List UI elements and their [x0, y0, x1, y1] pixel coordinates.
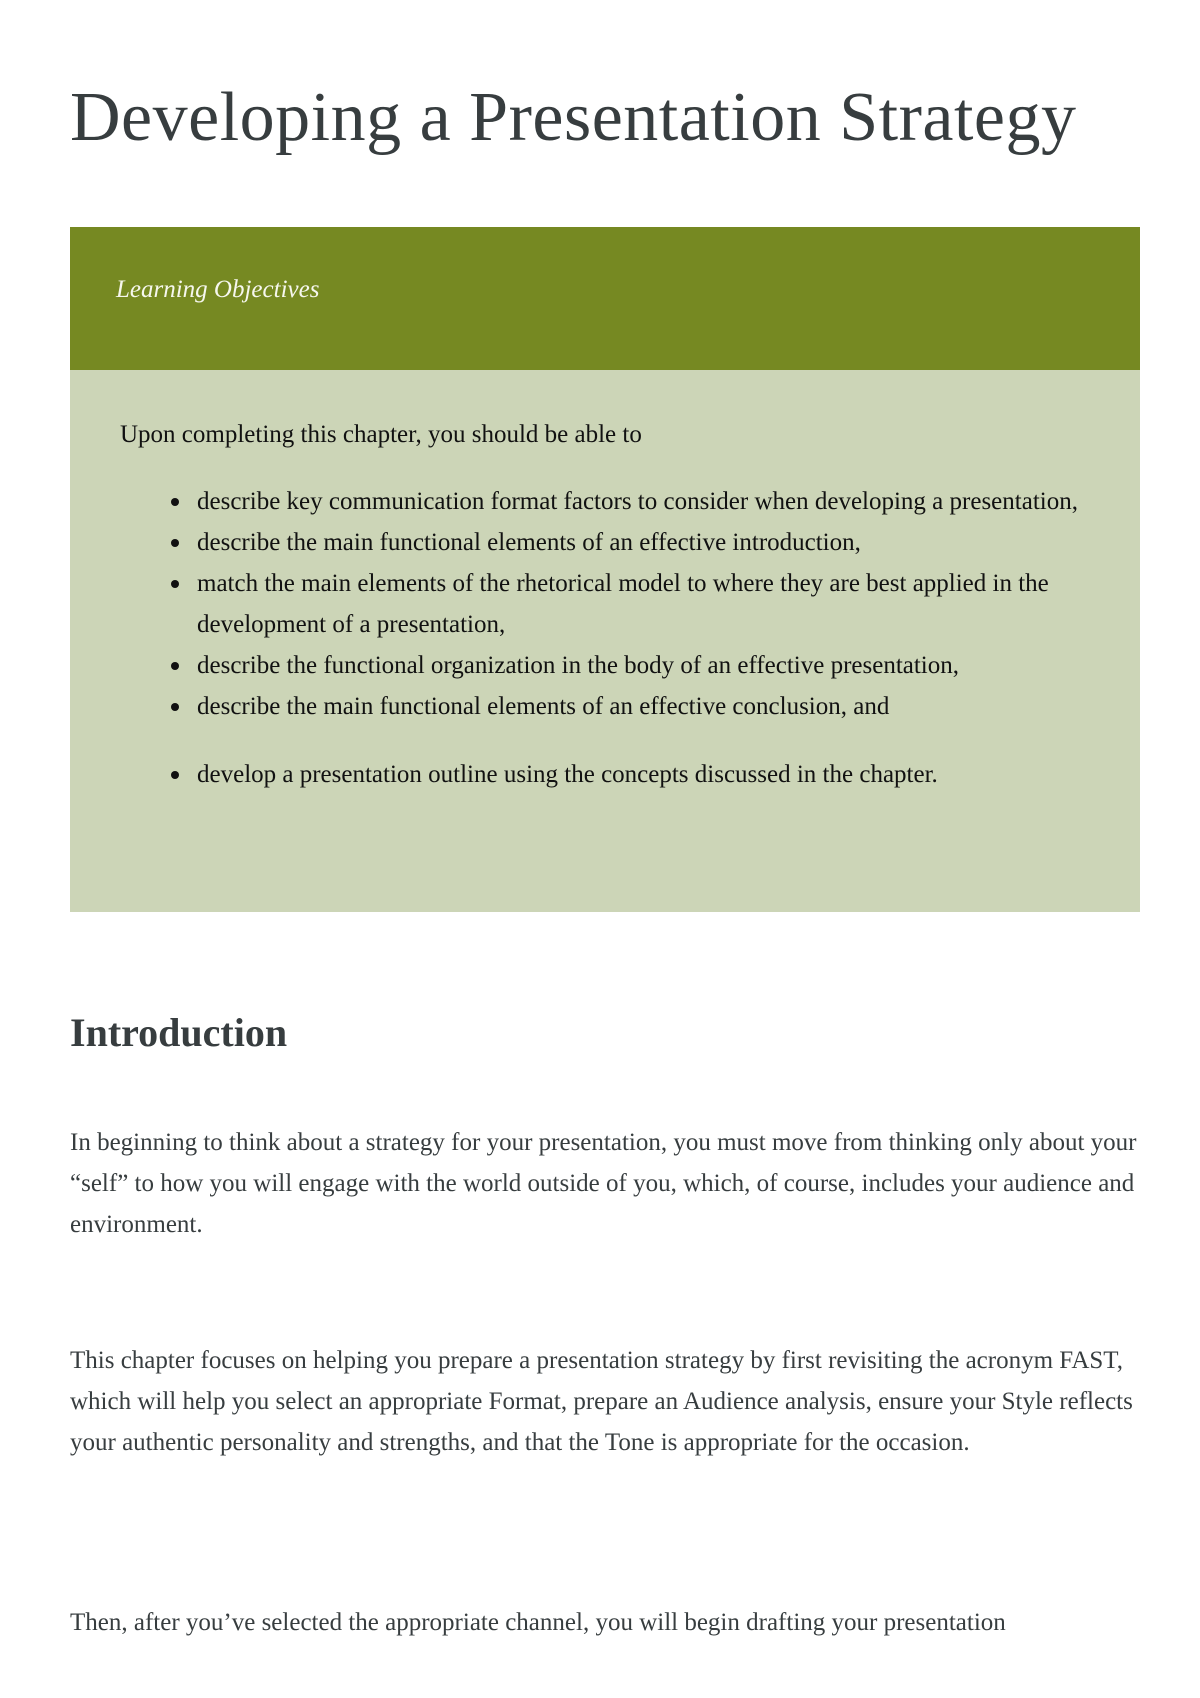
paragraph: Then, after you’ve selected the appropriate channel, you will begin drafting your presentation [70, 1609, 1006, 1636]
bullet-icon [171, 539, 179, 547]
learning-objectives-header [70, 227, 1140, 370]
objective-text: match the main elements of the rhetorical model to where they are best applied in the development of a presentation, [197, 570, 1049, 638]
objective-text: describe key communication format factors to consider when developing a presentation, [197, 488, 1078, 515]
chapter-page [70, 0, 1140, 1636]
list-item [197, 754, 1140, 795]
list-item [197, 522, 1140, 563]
bullet-icon [171, 771, 179, 779]
list-item [197, 563, 1140, 645]
objective-text: describe the main functional elements of an effective introduction, [197, 529, 861, 556]
list-item [197, 481, 1140, 522]
objective-text: develop a presentation outline using the concepts discussed in the chapter. [197, 761, 938, 788]
bullet-icon [171, 703, 179, 711]
learning-objectives-intro: Upon completing this chapter, you should be able to [120, 421, 642, 448]
learning-objectives-list [120, 481, 1140, 795]
bullet-icon [171, 580, 179, 588]
learning-objectives-title: Learning Objectives [116, 276, 320, 303]
learning-objectives-body [70, 370, 1140, 912]
list-item [197, 645, 1140, 686]
paragraph: This chapter focuses on helping you prepare a presentation strategy by first revisiting the acronym FAST, which will help you select an appropriate Format, prepare an Audience analysis, ensure your Style reflects your authentic personality and strengths, and that the Tone is appropriate for the occasion. [70, 1347, 1133, 1456]
learning-objectives-box [70, 227, 1140, 912]
section-heading-introduction: Introduction [70, 1010, 288, 1055]
list-item [197, 686, 1140, 727]
chapter-title: Developing a Presentation Strategy [70, 79, 1077, 156]
objective-text: describe the functional organization in the body of an effective presentation, [197, 652, 959, 679]
paragraph: In beginning to think about a strategy for your presentation, you must move from thinking only about your “self” to how you will engage with the world outside of you, which, of course, includes your audience and environment. [70, 1129, 1137, 1238]
objective-text: describe the main functional elements of an effective conclusion, and [197, 693, 890, 720]
bullet-icon [171, 662, 179, 670]
bullet-icon [171, 498, 179, 506]
